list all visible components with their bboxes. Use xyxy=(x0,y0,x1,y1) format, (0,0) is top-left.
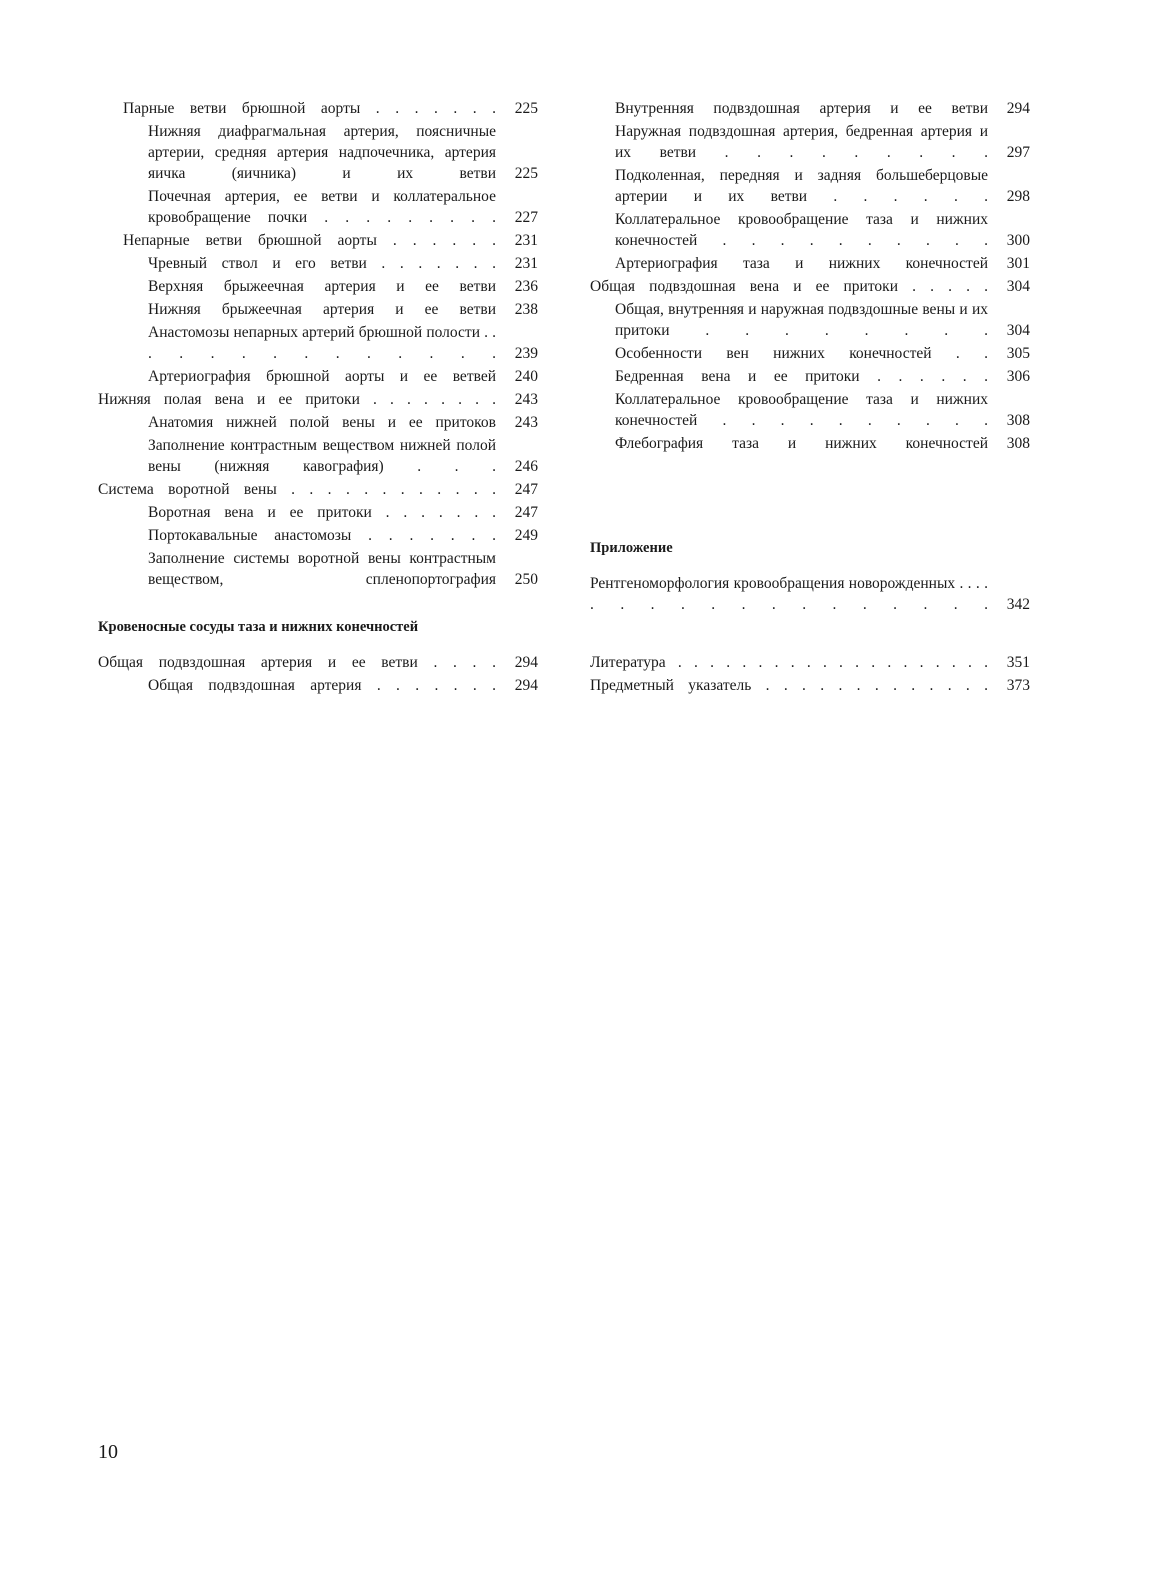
toc-entry-title: Воротная вена и ее притоки . . . . . . . xyxy=(148,504,496,521)
toc-entry-title: Литература . . . . . . . . . . . . . . . . . . . . xyxy=(590,654,988,671)
toc-entry xyxy=(98,412,538,433)
toc-entry-page: 294 xyxy=(514,677,538,694)
toc-left-block-pelvis xyxy=(98,652,538,698)
toc-entry-title: Флебография таза и нижних конечностей xyxy=(615,435,988,452)
toc-entry-title: Система воротной вены . . . . . . . . . . . . xyxy=(98,481,496,498)
toc-entry-title: Почечная артерия, ее ветви и коллатеральное кровобращение почки . . . . . . . . . xyxy=(148,188,496,226)
toc-entry xyxy=(98,525,538,546)
toc-entry-title: Непарные ветви брюшной аорты . . . . . . xyxy=(123,232,496,249)
section-heading-appendix: Приложение xyxy=(590,540,673,556)
toc-entry-page: 239 xyxy=(514,345,538,362)
toc-entry xyxy=(98,675,538,696)
toc-entry-title: Нижняя брыжеечная артерия и ее ветви xyxy=(148,301,496,318)
toc-entry-page: 240 xyxy=(514,368,538,385)
toc-entry-page: 306 xyxy=(1006,368,1030,385)
toc-entry xyxy=(98,276,538,297)
toc-entry xyxy=(98,230,538,251)
toc-entry xyxy=(590,121,1030,163)
toc-right-column xyxy=(590,98,1030,456)
toc-entry xyxy=(98,322,538,364)
toc-entry-title: Общая подвздошная артерия и ее ветви . . . . xyxy=(98,654,496,671)
toc-entry-page: 351 xyxy=(1006,654,1030,671)
toc-entry xyxy=(590,675,1030,696)
toc-entry-page: 305 xyxy=(1006,345,1030,362)
toc-entry-page: 246 xyxy=(514,458,538,475)
toc-entry xyxy=(590,652,1030,673)
toc-entry-page: 225 xyxy=(514,165,538,182)
toc-entry-title: Коллатеральное кровообращение таза и нижних конечностей . . . . . . . . . . xyxy=(615,211,988,249)
toc-entry-title: Верхняя брыжеечная артерия и ее ветви xyxy=(148,278,496,295)
toc-entry-page: 373 xyxy=(1006,677,1030,694)
toc-entry xyxy=(98,253,538,274)
toc-entry xyxy=(590,573,1030,615)
toc-entry-title: Артериография брюшной аорты и ее ветвей xyxy=(148,368,496,385)
toc-entry-page: 247 xyxy=(514,481,538,498)
toc-entry-title: Внутренняя подвздошная артерия и ее ветви xyxy=(615,100,988,117)
toc-entry-page: 342 xyxy=(1006,596,1030,613)
toc-left-column xyxy=(98,98,538,592)
page-number: 10 xyxy=(98,1441,118,1463)
toc-entry xyxy=(98,121,538,184)
toc-entry xyxy=(590,299,1030,341)
toc-entry xyxy=(590,366,1030,387)
toc-entry-page: 294 xyxy=(514,654,538,671)
toc-entry-page: 238 xyxy=(514,301,538,318)
toc-entry-page: 227 xyxy=(514,209,538,226)
toc-entry-title: Чревный ствол и его ветви . . . . . . . xyxy=(148,255,496,272)
toc-entry-title: Заполнение системы воротной вены контрастным веществом, спленопортография xyxy=(148,550,496,588)
toc-entry xyxy=(98,389,538,410)
toc-entry-page: 304 xyxy=(1006,278,1030,295)
toc-entry xyxy=(590,343,1030,364)
toc-entry-title: Портокавальные анастомозы . . . . . . . xyxy=(148,527,496,544)
toc-entry xyxy=(98,186,538,228)
toc-entry-title: Общая подвздошная вена и ее притоки . . . . . xyxy=(590,278,988,295)
toc-entry xyxy=(98,548,538,590)
toc-entry-page: 243 xyxy=(514,391,538,408)
toc-entry-page: 304 xyxy=(1006,322,1030,339)
toc-entry xyxy=(98,479,538,500)
toc-entry xyxy=(590,389,1030,431)
toc-entry-title: Подколенная, передняя и задняя большеберцовые артерии и их ветви . . . . . . xyxy=(615,167,988,205)
toc-entry-title: Артериография таза и нижних конечностей xyxy=(615,255,988,272)
toc-entry-page: 300 xyxy=(1006,232,1030,249)
toc-entry-page: 308 xyxy=(1006,412,1030,429)
toc-entry-page: 247 xyxy=(514,504,538,521)
toc-entry xyxy=(590,209,1030,251)
toc-entry-page: 297 xyxy=(1006,144,1030,161)
toc-entry xyxy=(98,299,538,320)
toc-entry-title: Нижняя диафрагмальная артерия, поясничные артерии, средняя артерия надпочечника, артерия яичка (яичника) и их ветви xyxy=(148,123,496,182)
toc-entry-title: Нижняя полая вена и ее притоки . . . . . . . . xyxy=(98,391,496,408)
toc-entry xyxy=(590,165,1030,207)
toc-entry-title: Анастомозы непарных артерий брюшной полости . . . . . . . . . . . . . . xyxy=(148,324,496,362)
toc-entry-title: Бедренная вена и ее притоки . . . . . . xyxy=(615,368,988,385)
toc-entry-page: 308 xyxy=(1006,435,1030,452)
section-heading-pelvis: Кровеносные сосуды таза и нижних конечностей xyxy=(98,619,419,635)
toc-entry-title: Парные ветви брюшной аорты . . . . . . . xyxy=(123,100,496,117)
toc-entry-title: Заполнение контрастным веществом нижней полой вены (нижняя кавография) . . . xyxy=(148,437,496,475)
toc-entry-title: Общая подвздошная артерия . . . . . . . xyxy=(148,677,496,694)
toc-entry-page: 231 xyxy=(514,255,538,272)
toc-entry xyxy=(590,253,1030,274)
toc-entry-title: Рентгеноморфология кровообращения новорожденных . . . . . . . . . . . . . . . . . . xyxy=(590,575,988,613)
toc-entry-title: Общая, внутренняя и наружная подвздошные вены и их притоки . . . . . . . . xyxy=(615,301,988,339)
toc-entry-page: 243 xyxy=(514,414,538,431)
toc-entry xyxy=(98,502,538,523)
toc-entry-page: 249 xyxy=(514,527,538,544)
toc-entry-page: 225 xyxy=(514,100,538,117)
toc-entry xyxy=(98,435,538,477)
toc-entry xyxy=(590,98,1030,119)
toc-entry xyxy=(590,276,1030,297)
toc-entry-page: 294 xyxy=(1006,100,1030,117)
toc-entry-title: Коллатеральное кровообращение таза и нижних конечностей . . . . . . . . . . xyxy=(615,391,988,429)
toc-entry xyxy=(98,98,538,119)
toc-entry-title: Анатомия нижней полой вены и ее притоков xyxy=(148,414,496,431)
toc-entry-page: 298 xyxy=(1006,188,1030,205)
toc-entry-title: Предметный указатель . . . . . . . . . . . . . xyxy=(590,677,988,694)
toc-entry-title: Особенности вен нижних конечностей . . xyxy=(615,345,988,362)
toc-entry-page: 250 xyxy=(514,571,538,588)
toc-right-block-appendix xyxy=(590,573,1030,617)
toc-entry xyxy=(98,652,538,673)
toc-entry-page: 231 xyxy=(514,232,538,249)
toc-entry-page: 301 xyxy=(1006,255,1030,272)
toc-entry-title: Наружная подвздошная артерия, бедренная артерия и их ветви . . . . . . . . . xyxy=(615,123,988,161)
toc-entry xyxy=(98,366,538,387)
toc-entry xyxy=(590,433,1030,454)
toc-right-block-back-matter xyxy=(590,652,1030,698)
toc-entry-page: 236 xyxy=(514,278,538,295)
